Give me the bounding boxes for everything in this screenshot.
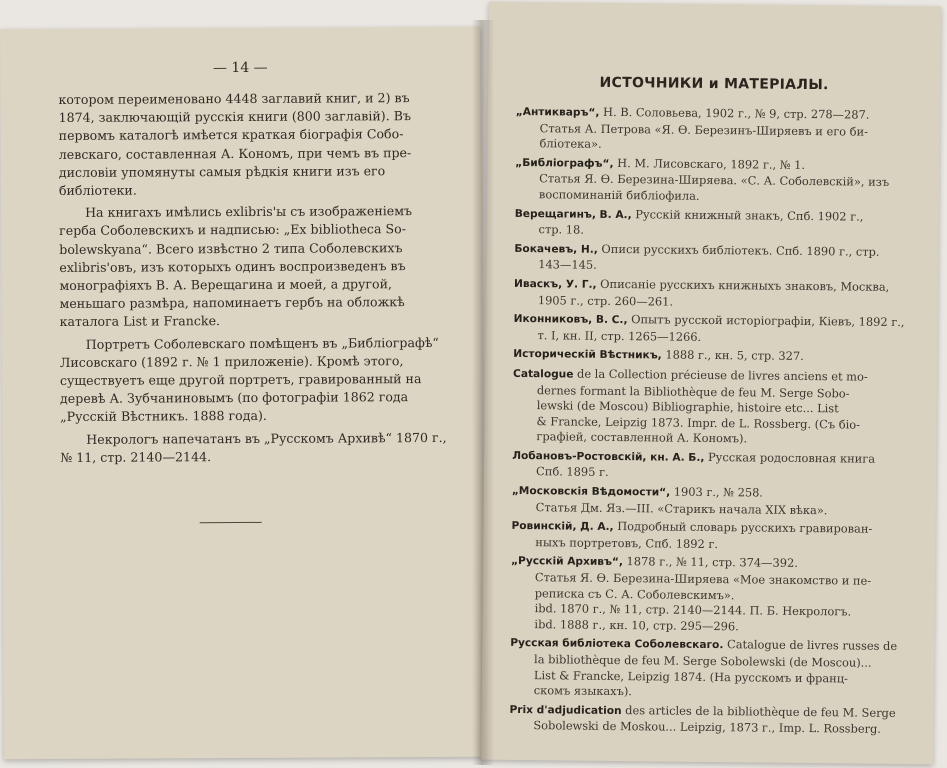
entry-line: „Библіографъ“, Н. М. Лисовскаго, 1892 г., № 1. [515, 155, 806, 172]
text-line: первомъ каталогѣ имѣется краткая біографія Cобо- [58, 126, 404, 144]
text-line: котором переименовано 4448 заглавий книг, и 2) въ [58, 90, 410, 107]
entry-line: Историческій Вѣстникъ, 1888 г., кн. 5, стр. 327. [513, 347, 804, 364]
entry-line: воспоминаній библіофила. [538, 187, 700, 203]
bibliography-entry [510, 635, 931, 703]
entry-line: Бокачевъ, Н., Описи русскихъ библіотекъ. Спб. 1890 г., стр. [514, 241, 880, 259]
bibliography-entry [509, 702, 929, 739]
text-line: На книгахъ имѣлись exlibris'ы съ изображеніемъ [85, 203, 413, 221]
entry-line: 1905 г., стр. 260—261. [537, 292, 674, 309]
entry-line: Русская библіотека Соболевскаго. Catalogue de livres russes de [510, 637, 898, 654]
entry-head: „Русскій Архивъ“, [511, 555, 624, 569]
text-line: „Русскій Вѣстникъ. 1888 года). [60, 408, 267, 425]
text-line: Портретъ Соболевскаго помѣщенъ въ „Библіографѣ“ [85, 334, 439, 352]
entry-head: „Библіографъ“, [515, 156, 614, 170]
entry-head: Catalogue [513, 367, 574, 381]
entry-head: Лобановъ-Ростовскій, кн. А. Б., [512, 449, 705, 464]
entry-head: Ровинскій, Д. А., [511, 520, 614, 534]
text-line: дисловіи упомянуты самыя рѣдкія книги изъ его [58, 163, 386, 180]
entry-head: Верещагинъ, В. А., [514, 207, 632, 221]
entry-line: lewski (de Moscou) Bibliographie, histoire etc... List [536, 398, 839, 416]
entry-head: „Антикваръ“, [515, 105, 600, 119]
text-line: exlibris'овъ, изъ которыхъ одинъ воспроизведенъ въ [59, 257, 406, 275]
bibliography-entry [512, 366, 933, 449]
entry-head: Иваскъ, У. Г., [513, 277, 597, 291]
text-line: монографіяхъ В. А. Верещагина и моей, а другой, [59, 276, 393, 293]
entry-head: Историческій Вѣстникъ, [513, 348, 662, 362]
entry-line: ныхъ портретовъ, Спб. 1892 г. [535, 535, 719, 551]
entry-head: „Московскія Вѣдомости“, [511, 484, 671, 499]
page-number: — 14 — [212, 59, 268, 77]
entry-line: Статья Я. Ѳ. Березина-Ширяева. «С. А. Соболевскій», изъ [539, 171, 890, 190]
entry-line: Prix d'adjudication des articles de la bibliothèque de feu M. Serge [509, 702, 896, 720]
entry-line: „Русскій Архивъ“, 1878 г., № 11, стр. 374—392. [511, 554, 798, 571]
entry-line: dernes formant la Bibliothèque de feu M. Serge Sobo- [536, 382, 850, 400]
bibliography-entry [515, 205, 935, 242]
text-line: Некрологъ напечатанъ въ „Русскомъ Архивѣ“ 1870 г., [86, 429, 447, 447]
paragraph-exlibris [59, 202, 440, 331]
right-page [481, 2, 941, 765]
bibliography-entry [513, 346, 933, 367]
entry-line: Спб. 1895 г. [535, 464, 609, 480]
entry-line: стр. 18. [538, 222, 585, 237]
entry-head: Prix d'adjudication [509, 703, 622, 717]
entry-line: Ровинскій, Д. А., Подробный словарь русскихъ гравирован- [511, 519, 873, 536]
paragraph-portrait [60, 334, 440, 427]
text-line: левскаго, составленная А. Кономъ, при чемъ въ пре- [58, 144, 412, 162]
entry-line: 143—145. [538, 257, 597, 273]
text-line: библіотеки. [58, 182, 137, 198]
entry-line: Sobolewski de Moskou... Leipzig, 1873 г., Imp. L. Rossberg. [533, 718, 882, 737]
entry-line: Верещагинъ, В. А., Русскій книжный знакъ, Спб. 1902 г., [514, 206, 864, 224]
page-title: ИСТОЧНИКИ и МАТЕРIАЛЫ. [599, 74, 829, 94]
bibliography-entry [511, 518, 931, 555]
entry-line: „Московскія Вѣдомости“, 1903 г., № 258. [511, 484, 764, 500]
text-line: каталога List и Francke. [59, 313, 221, 330]
entry-line: Лобановъ-Ростовскій, кн. А. Б., Русская родословная книга [512, 449, 876, 466]
left-page-text [58, 89, 447, 471]
bibliography-entry [515, 104, 935, 156]
text-line: Лисовскаго (1892 г. № 1 приложеніе). Кромѣ этого, [59, 352, 404, 370]
bibliography-entry [512, 483, 932, 520]
entry-line: скомъ языкахъ). [533, 683, 633, 699]
entry-head: Бокачевъ, Н., [514, 242, 598, 256]
entry-line: & Francke, Leipzig 1873. Impr. de L. Rossberg. (Съ біо- [536, 413, 861, 432]
entry-line: т. I, кн. II, стр. 1265—1266. [537, 327, 702, 344]
entry-line: Статья Я. Ѳ. Березина-Ширяева «Мое знакомство и пе- [534, 570, 872, 588]
entry-line: List & Francke, Leipzig 1874. (На русскомъ и франц- [533, 667, 848, 686]
bibliography-entry [515, 155, 935, 207]
entry-head: Русская библіотека Соболевскаго. [510, 637, 724, 652]
text-line: bolewskyana“. Всего извѣстно 2 типа Соболевскихъ [59, 239, 403, 257]
entry-line: ibd. 1870 г., № 11, стр. 2140—2144. П. Б. Некрологъ. [534, 601, 852, 619]
text-line: № 11, стр. 2140—2144. [60, 449, 212, 465]
text-line: 1874, заключающій русскія книги (800 заглавій). Въ [58, 108, 412, 126]
entry-line: бліотека». [539, 136, 602, 152]
bibliography-entry [514, 276, 934, 313]
entry-line: Статья А. Петрова «Я. Ѳ. Березинъ-Ширяевъ и его би- [539, 120, 869, 139]
entry-line: ibd. 1888 г., кн. 10, стр. 295—296. [534, 616, 739, 634]
entry-line: „Антикваръ“, Н. В. Соловьева, 1902 г., № 9, стр. 278—287. [515, 104, 870, 122]
entry-line: la bibliothèque de feu M. Serge Sobolewski (de Moscou)... [534, 652, 872, 670]
bibliography-entry [510, 553, 931, 636]
paragraph-catalogs [58, 89, 439, 200]
entry-head: Иконниковъ, В. С., [513, 313, 628, 327]
bibliography-list [509, 104, 936, 741]
section-divider [200, 522, 262, 523]
bibliography-entry [512, 448, 932, 485]
bibliography-entry [513, 311, 933, 348]
text-line: меньшаго размѣра, напоминаетъ гербъ на обложкѣ [59, 294, 405, 312]
entry-line: Иваскъ, У. Г., Описаніе русскихъ книжныхъ знаковъ, Москва, [513, 276, 890, 294]
entry-line: Catalogue de la Collection précieuse de livres anciens et mo- [513, 366, 868, 384]
entry-line: графіей, составленной А. Кономъ). [536, 429, 748, 446]
text-line: деревѣ А. Зубчаниновымъ (по фотографіи 1862 года [59, 389, 409, 407]
entry-line: Иконниковъ, В. С., Опытъ русской исторіографіи, Кіевъ, 1892 г., [513, 312, 905, 330]
bibliography-entry [514, 241, 934, 278]
text-line: герба Соболевскихъ и надписью: „Ex bibliotheca So- [59, 221, 406, 239]
paragraph-obituary [60, 429, 447, 467]
entry-line: реписка съ С. А. Соболевскимъ». [534, 585, 735, 602]
text-line: существуетъ еще другой портретъ, гравированный на [59, 371, 422, 388]
entry-line: Статья Дм. Яз.—III. «Старикъ начала XIX вѣка». [535, 499, 828, 517]
left-page [0, 27, 484, 760]
